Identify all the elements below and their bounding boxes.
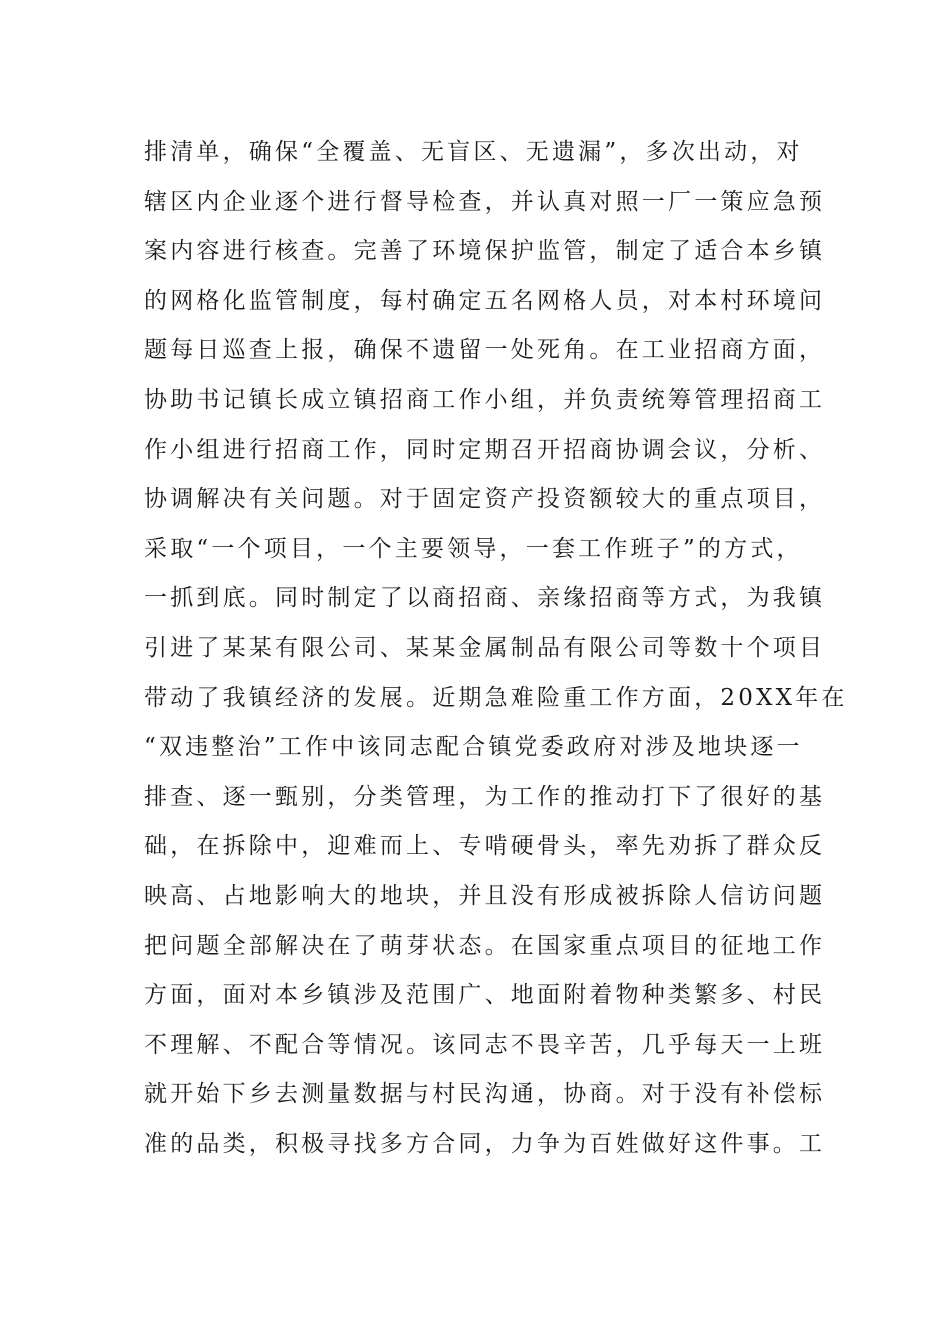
text-line: 的网格化监管制度，每村确定五名网格人员，对本村环境问	[144, 287, 826, 314]
text-line: 准的品类，积极寻找多方合同，力争为百姓做好这件事。工	[144, 1130, 826, 1157]
text-line: 作小组进行招商工作，同时定期召开招商协调会议，分析、	[144, 436, 826, 463]
text-line: 就开始下乡去测量数据与村民沟通，协商。对于没有补偿标	[144, 1081, 826, 1108]
text-line: 一抓到底。同时制定了以商招商、亲缘招商等方式，为我镇	[144, 585, 826, 612]
text-line: 带动了我镇经济的发展。近期急难险重工作方面，20XX年在	[144, 684, 848, 711]
text-line: 础，在拆除中，迎难而上、专啃硬骨头，率先劝拆了群众反	[144, 833, 826, 860]
text-line: 不理解、不配合等情况。该同志不畏辛苦，几乎每天一上班	[144, 1031, 826, 1058]
text-line: 排查、逐一甄别，分类管理，为工作的推动打下了很好的基	[144, 783, 826, 810]
text-line: 协调解决有关问题。对于固定资产投资额较大的重点项目，	[144, 486, 826, 513]
text-line: 案内容进行核查。完善了环境保护监管，制定了适合本乡镇	[144, 238, 826, 265]
body-paragraph	[144, 128, 848, 1169]
text-line: 把问题全部解决在了萌芽状态。在国家重点项目的征地工作	[144, 932, 826, 959]
text-line: 引进了某某有限公司、某某金属制品有限公司等数十个项目	[144, 634, 826, 661]
text-line: 方面，面对本乡镇涉及范围广、地面附着物种类繁多、村民	[144, 982, 826, 1009]
text-line: 排清单，确保“全覆盖、无盲区、无遗漏”，多次出动，对	[144, 139, 803, 165]
text-line: 题每日巡查上报，确保不遗留一处死角。在工业招商方面，	[144, 337, 826, 364]
text-line: 采取“一个项目，一个主要领导，一套工作班子”的方式，	[144, 535, 803, 562]
text-line: 辖区内企业逐个进行督导检查，并认真对照一厂一策应急预	[144, 188, 826, 215]
text-line: “双违整治”工作中该同志配合镇党委政府对涉及地块逐一	[144, 734, 803, 761]
text-line: 映高、占地影响大的地块，并且没有形成被拆除人信访问题	[144, 882, 826, 909]
text-line: 协助书记镇长成立镇招商工作小组，并负责统筹管理招商工	[144, 386, 826, 413]
